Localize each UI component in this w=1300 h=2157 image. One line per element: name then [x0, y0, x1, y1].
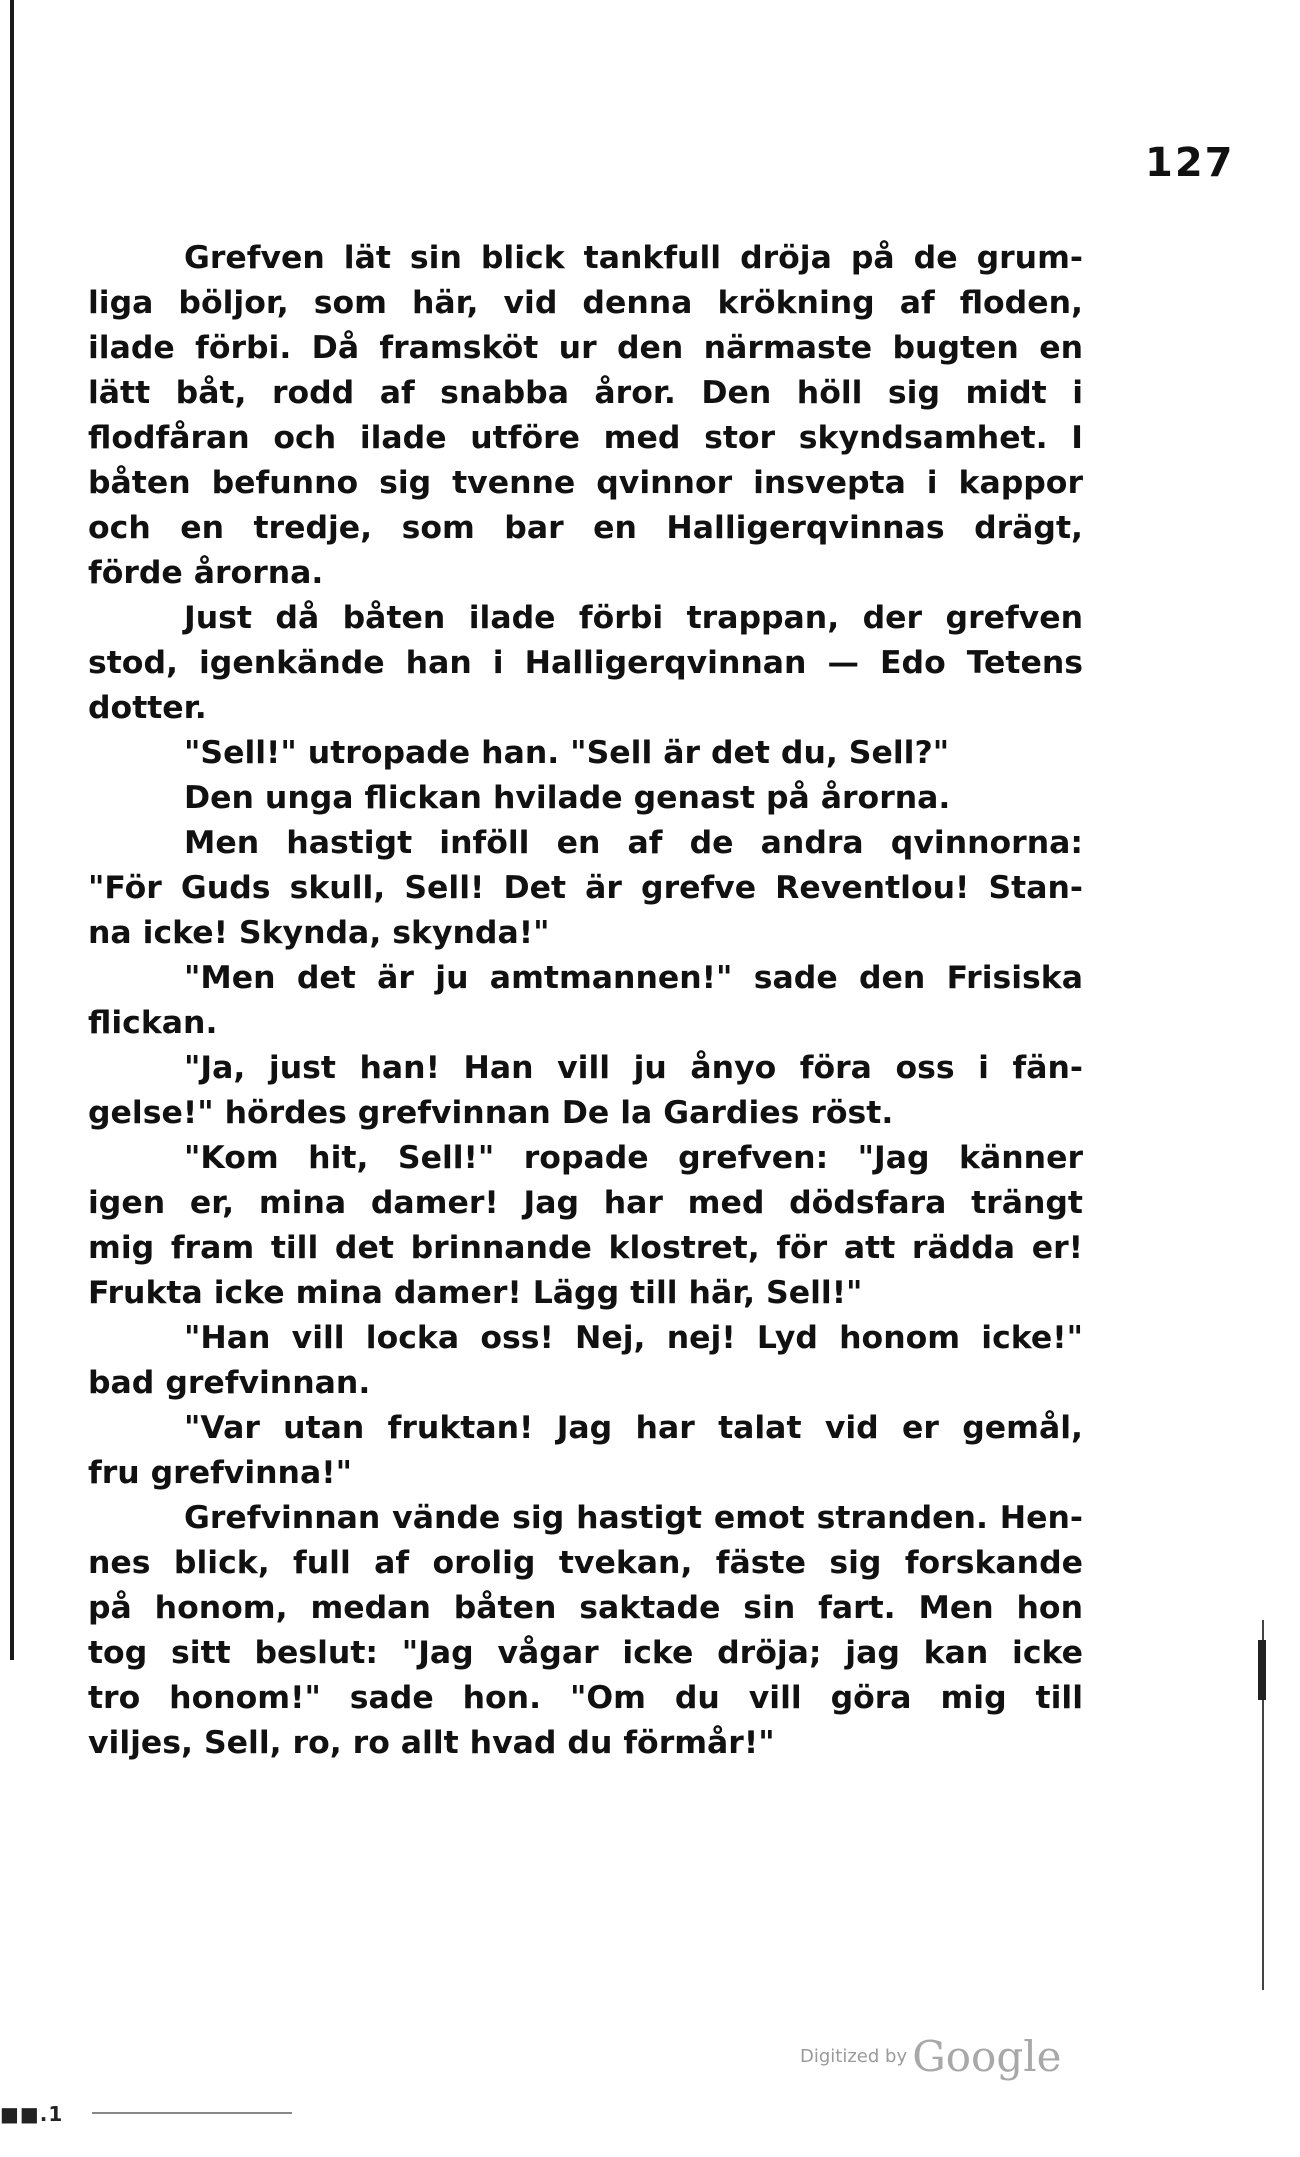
text-line: "Han vill locka oss! Nej, nej! Lyd honom icke!" — [184, 1320, 1083, 1356]
text-line: "Men det är ju amtmannen!" sade den Frisiska — [184, 960, 1083, 996]
body-text — [88, 236, 1083, 1766]
text-line: fru grefvinna!" — [88, 1455, 352, 1491]
text-line: dotter. — [88, 690, 207, 726]
text-line: stod, igenkände han i Halligerqvinnan — Edo Tetens — [88, 645, 1083, 681]
text-line: Just då båten ilade förbi trappan, der grefven — [184, 600, 1083, 636]
text-line: lätt båt, rodd af snabba åror. Den höll sig midt i — [88, 375, 1083, 411]
watermark-prefix: Digitized by — [800, 2046, 908, 2067]
text-line: och en tredje, som bar en Halligerqvinnas drägt, — [88, 510, 1083, 546]
text-line: na icke! Skynda, skynda!" — [88, 915, 550, 951]
page-number: 127 — [1145, 140, 1235, 186]
bottom-rule — [92, 2112, 292, 2114]
watermark-brand-logo: Google — [912, 2032, 1062, 2081]
scan-edge-left — [10, 0, 14, 1660]
text-line: gelse!" hördes grefvinnan De la Gardies röst. — [88, 1095, 894, 1131]
text-line: flickan. — [88, 1005, 218, 1041]
text-line: Frukta icke mina damer! Lägg till här, Sell!" — [88, 1275, 863, 1311]
text-line: förde årorna. — [88, 555, 324, 591]
text-line: "Ja, just han! Han vill ju ånyo föra oss i fän- — [184, 1050, 1083, 1086]
text-line: båten befunno sig tvenne qvinnor insvepta i kappor — [88, 465, 1083, 501]
bottom-printer-mark: ■■.1 — [0, 2102, 64, 2126]
text-line: igen er, mina damer! Jag har med dödsfara trängt — [88, 1185, 1083, 1221]
text-line: flodfåran och ilade utföre med stor skyndsamhet. I — [88, 420, 1083, 456]
text-line: tro honom!" sade hon. "Om du vill göra mig till — [88, 1680, 1083, 1716]
text-line: Men hastigt inföll en af de andra qvinnorna: — [184, 825, 1083, 861]
text-line: "Kom hit, Sell!" ropade grefven: "Jag känner — [184, 1140, 1083, 1176]
digitized-watermark — [800, 2032, 1062, 2081]
text-line: Den unga flickan hvilade genast på årorna. — [184, 780, 951, 816]
scan-edge-mark — [1258, 1640, 1266, 1700]
text-line: tog sitt beslut: "Jag vågar icke dröja; jag kan icke — [88, 1635, 1083, 1671]
text-line: Grefven lät sin blick tankfull dröja på de grum- — [184, 240, 1083, 276]
text-line: bad grefvinnan. — [88, 1365, 371, 1401]
text-line: "Var utan fruktan! Jag har talat vid er gemål, — [184, 1410, 1083, 1446]
text-line: på honom, medan båten saktade sin fart. Men hon — [88, 1590, 1083, 1626]
text-line: "Sell!" utropade han. "Sell är det du, Sell?" — [184, 735, 950, 771]
text-line: viljes, Sell, ro, ro allt hvad du förmår!" — [88, 1725, 775, 1761]
text-line: ilade förbi. Då framsköt ur den närmaste bugten en — [88, 330, 1083, 366]
text-line: Grefvinnan vände sig hastigt emot stranden. Hen- — [184, 1500, 1083, 1536]
text-line: "För Guds skull, Sell! Det är grefve Reventlou! Stan- — [88, 870, 1083, 906]
text-line: mig fram till det brinnande klostret, för att rädda er! — [88, 1230, 1083, 1266]
text-line: liga böljor, som här, vid denna krökning af floden, — [88, 285, 1083, 321]
text-line: nes blick, full af orolig tvekan, fäste sig forskande — [88, 1545, 1083, 1581]
